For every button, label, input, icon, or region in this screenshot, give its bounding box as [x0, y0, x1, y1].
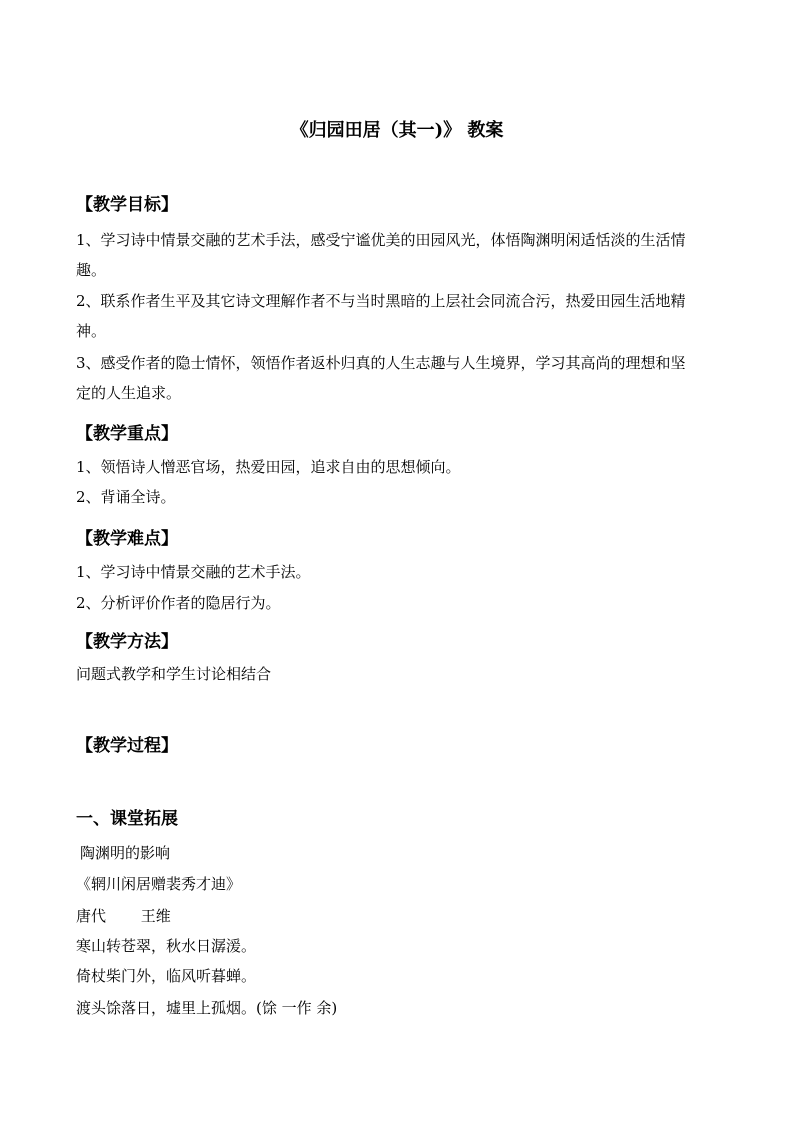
teaching-focus-heading: 【教学重点】 [76, 424, 178, 444]
poem-verse-2: 倚杖柴门外，临风听暮蝉。 [76, 967, 257, 985]
poem-verse-1: 寒山转苍翠，秋水日潺湲。 [76, 937, 257, 955]
goal-1-line-1: 1、学习诗中情景交融的艺术手法，感受宁谧优美的田园风光，体悟陶渊明闲适恬淡的生活情 [76, 231, 686, 249]
teaching-goals-heading: 【教学目标】 [76, 195, 178, 215]
goal-2-line-2: 神。 [76, 322, 107, 340]
poem-author: 唐代 王维 [76, 907, 171, 925]
goal-1-line-2: 趣。 [76, 261, 107, 279]
teaching-method-text: 问题式教学和学生讨论相结合 [76, 665, 272, 683]
teaching-method-heading: 【教学方法】 [76, 632, 178, 652]
page-title: 《归园田居（其一)》 教案 [290, 120, 504, 141]
goal-3-line-2: 定的人生追求。 [76, 384, 182, 402]
difficulty-item-2: 2、分析评价作者的隐居行为。 [76, 594, 281, 612]
focus-item-2: 2、背诵全诗。 [76, 488, 176, 506]
section-1-heading: 一、课堂拓展 [76, 809, 178, 829]
difficulty-item-1: 1、学习诗中情景交融的艺术手法。 [76, 563, 311, 581]
teaching-process-heading: 【教学过程】 [76, 736, 178, 756]
poem-title: 《辋川闲居赠裴秀才迪》 [76, 875, 242, 893]
section-1-subtitle: 陶渊明的影响 [80, 844, 171, 862]
goal-2-line-1: 2、联系作者生平及其它诗文理解作者不与当时黑暗的上层社会同流合污，热爱田园生活地精 [76, 292, 686, 310]
poem-verse-3: 渡头馀落日，墟里上孤烟。(馀 一作 余) [76, 999, 338, 1017]
goal-3-line-1: 3、感受作者的隐士情怀，领悟作者返朴归真的人生志趣与人生境界，学习其高尚的理想和坚 [76, 354, 686, 372]
teaching-difficulty-heading: 【教学难点】 [76, 529, 178, 549]
focus-item-1: 1、领悟诗人憎恶官场，热爱田园，追求自由的思想倾向。 [76, 458, 461, 476]
